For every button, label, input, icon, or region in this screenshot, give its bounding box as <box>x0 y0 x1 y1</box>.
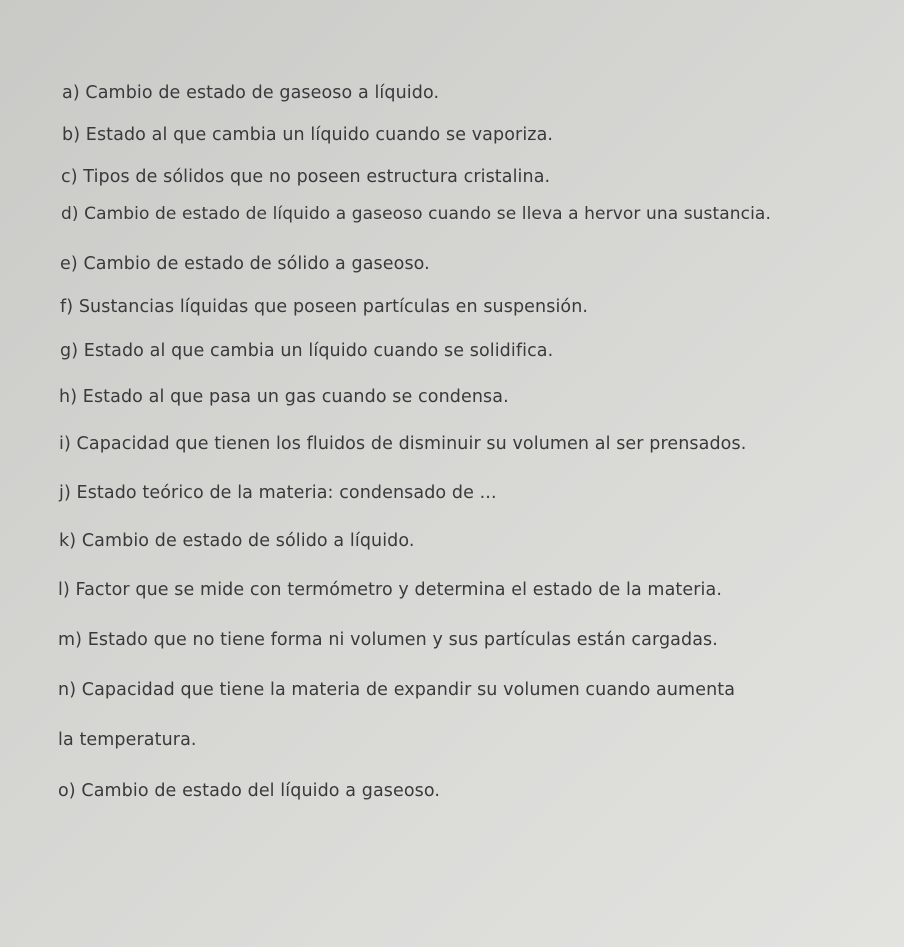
item-h: h) Estado al que pasa un gas cuando se condensa. <box>59 387 509 407</box>
item-b: b) Estado al que cambia un líquido cuando se vaporiza. <box>62 125 554 145</box>
item-o: o) Cambio de estado del líquido a gaseoso. <box>58 781 441 801</box>
item-k: k) Cambio de estado de sólido a líquido. <box>59 531 415 551</box>
item-m: m) Estado que no tiene forma ni volumen y sus partículas están cargadas. <box>58 630 718 650</box>
item-n-continued: la temperatura. <box>58 730 197 750</box>
item-n: n) Capacidad que tiene la materia de expandir su volumen cuando aumenta <box>58 680 736 700</box>
item-g: g) Estado al que cambia un líquido cuando se solidifica. <box>60 341 554 361</box>
item-a: a) Cambio de estado de gaseoso a líquido. <box>62 83 440 103</box>
item-l: l) Factor que se mide con termómetro y determina el estado de la materia. <box>58 580 722 600</box>
item-i: i) Capacidad que tienen los fluidos de disminuir su volumen al ser prensados. <box>59 434 747 454</box>
item-d: d) Cambio de estado de líquido a gaseoso cuando se lleva a hervor una sustancia. <box>61 204 771 224</box>
item-f: f) Sustancias líquidas que poseen partículas en suspensión. <box>60 297 589 317</box>
item-j: j) Estado teórico de la materia: condensado de ... <box>59 483 497 503</box>
item-c: c) Tipos de sólidos que no poseen estructura cristalina. <box>61 167 551 187</box>
item-e: e) Cambio de estado de sólido a gaseoso. <box>60 254 430 274</box>
